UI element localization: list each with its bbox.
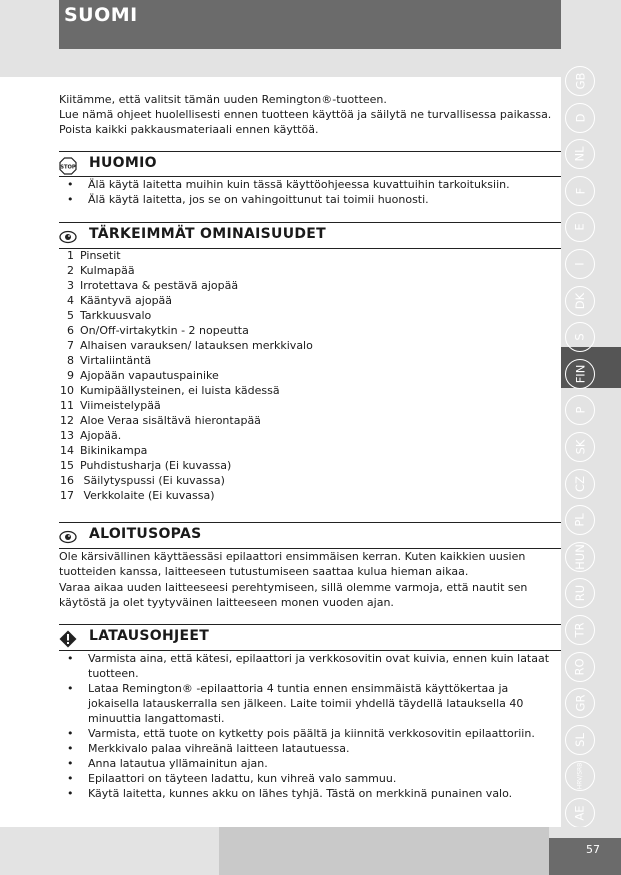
feature-number: 9 — [67, 369, 74, 382]
feature-item — [59, 428, 561, 443]
feature-item — [59, 308, 561, 323]
feature-text: Kääntyvä ajopää — [80, 294, 173, 307]
quickstart-paragraph: Varaa aikaa uuden laitteeseesi perehtymiseen, sillä olemme varmoja, että nautit sen käytöstä ja olet tyytyväinen laitteeseen monen vuoden ajan. — [59, 581, 528, 609]
title-bar — [59, 0, 561, 49]
language-tab-sl[interactable] — [565, 725, 595, 755]
huomio-list — [59, 177, 561, 207]
list-item: • Epilaattori on täyteen ladattu, kun vihreä valo sammuu. — [59, 771, 561, 786]
eye-icon — [59, 528, 77, 546]
language-tab-label: AE — [572, 805, 587, 821]
intro-line: Kiitämme, että valitsit tämän uuden Remington®-tuotteen. — [59, 93, 387, 106]
feature-item — [59, 248, 561, 263]
features-list — [59, 248, 561, 503]
feature-text: Pinsetit — [80, 249, 121, 262]
language-tab-ae[interactable] — [565, 798, 595, 828]
quickstart-paragraph: Ole kärsivällinen käyttäessäsi epilaattori ensimmäisen kerran. Kuten kaikkien uusien tuotteiden kanssa, laitteeseen tutustumiseen saattaa kulua hieman aikaa. — [59, 550, 526, 578]
page-number-box — [549, 838, 621, 875]
language-tab-ro[interactable] — [565, 652, 595, 682]
language-tab-label: FIN — [572, 364, 587, 384]
language-tab-f[interactable] — [565, 176, 595, 206]
feature-text: Tarkkuusvalo — [80, 309, 152, 322]
exclamation-icon — [59, 630, 77, 648]
section-header-features — [59, 222, 561, 249]
language-tab-label: P — [573, 406, 587, 414]
feature-item — [59, 263, 561, 278]
feature-item — [59, 278, 561, 293]
language-tab-label: NL — [572, 146, 587, 162]
section-header-quickstart — [59, 522, 561, 549]
language-tab-i[interactable] — [565, 249, 595, 279]
language-tab-label: RO — [572, 658, 587, 676]
language-tab-label: HRV/SRB — [575, 763, 583, 790]
charging-list — [59, 651, 561, 801]
list-item: • Älä käytä laitetta muihin kuin tässä käyttöohjeessa kuvattuihin tarkoituksiin. — [59, 177, 561, 192]
bottom-dark-band — [219, 827, 549, 875]
language-tab-sk[interactable] — [565, 432, 595, 462]
page-title: SUOMI — [64, 4, 138, 26]
feature-number: 15 — [60, 459, 74, 472]
page-number: 57 — [586, 843, 600, 856]
feature-text: Kulmapää — [80, 264, 135, 277]
section-title: HUOMIO — [89, 155, 157, 171]
feature-item — [59, 353, 561, 368]
language-tab-tr[interactable] — [565, 615, 595, 645]
feature-text: Kumipäällysteinen, ei luista kädessä — [80, 384, 280, 397]
language-tab-label: GR — [573, 694, 587, 712]
list-item: • Varmista, että tuote on kytketty pois päältä ja kiinnitä verkkosovitin epilaattoriin. — [59, 726, 561, 741]
language-tab-label: SL — [573, 732, 587, 747]
language-tab-label: TR — [572, 622, 587, 638]
feature-number: 7 — [67, 339, 74, 352]
list-item: • Anna latautua yllämainitun ajan. — [59, 756, 561, 771]
language-tab-label: PL — [573, 513, 587, 527]
feature-text: Ajopään vapautuspainike — [80, 369, 219, 382]
feature-text: Ajopää. — [80, 429, 122, 442]
intro — [59, 92, 561, 137]
intro-line: Lue nämä ohjeet huolellisesti ennen tuotteen käyttöä ja säilytä ne turvallisessa paikassa. — [59, 108, 552, 121]
language-tab-s[interactable] — [565, 322, 595, 352]
intro-line: Poista kaikki pakkausmateriaali ennen käyttöä. — [59, 123, 319, 136]
list-item: • Lataa Remington® -epilaattoria 4 tuntia ennen ensimmäistä käyttökertaa ja jokaisella latauskerralla sen jälkeen. Laite toimii yhdellä täydellä latauksella 40 minuuttia langattomasti. — [59, 681, 561, 726]
stop-icon-label: STOP — [60, 164, 76, 171]
eye-icon — [59, 228, 77, 246]
feature-item — [59, 398, 561, 413]
feature-text: Verkkolaite (Ei kuvassa) — [80, 489, 215, 502]
language-tab-label: RU — [572, 585, 587, 602]
feature-text: Aloe Veraa sisältävä hierontapää — [80, 414, 261, 427]
feature-number: 13 — [60, 429, 74, 442]
feature-number: 10 — [60, 384, 74, 397]
language-tab-label: SK — [573, 439, 587, 455]
list-item: • Käytä laitetta, kunnes akku on lähes tyhjä. Tästä on merkkinä punainen valo. — [59, 786, 561, 801]
feature-text: Puhdistusharja (Ei kuvassa) — [80, 459, 232, 472]
language-tab-d[interactable] — [565, 103, 595, 133]
language-tab-gb[interactable] — [565, 66, 595, 96]
feature-number: 12 — [60, 414, 74, 427]
language-tab-label: HUN — [572, 543, 587, 570]
feature-text: Bikinikampa — [80, 444, 148, 457]
section-title: LATAUSOHJEET — [89, 628, 210, 644]
language-tab-label: I — [573, 262, 587, 266]
section-title: ALOITUSOPAS — [89, 526, 202, 542]
feature-number: 2 — [67, 264, 74, 277]
language-tab-cz[interactable] — [565, 469, 595, 499]
feature-number: 8 — [67, 354, 74, 367]
feature-item — [59, 383, 561, 398]
feature-item — [59, 488, 561, 503]
feature-text: Alhaisen varauksen/ latauksen merkkivalo — [80, 339, 313, 352]
list-item: • Älä käytä laitetta, jos se on vahingoittunut tai toimii huonosti. — [59, 192, 561, 207]
language-tab-nl[interactable] — [565, 139, 595, 169]
feature-number: 5 — [67, 309, 74, 322]
language-tab-label: D — [572, 113, 587, 123]
language-tab-label: GB — [573, 72, 587, 90]
feature-number: 1 — [67, 249, 74, 262]
language-tab-label: S — [573, 333, 587, 341]
language-tab-hun[interactable] — [565, 542, 595, 572]
feature-item — [59, 338, 561, 353]
list-item: • Varmista aina, että kätesi, epilaattori ja verkkosovitin ovat kuivia, ennen kuin lataat tuotteen. — [59, 651, 561, 681]
language-tab-dk[interactable] — [565, 286, 595, 316]
feature-item — [59, 443, 561, 458]
feature-text: Viimeistelypää — [80, 399, 161, 412]
feature-number: 14 — [60, 444, 74, 457]
language-tab-gr[interactable] — [565, 688, 595, 718]
section-header-charging — [59, 624, 561, 651]
feature-item — [59, 473, 561, 488]
feature-item — [59, 458, 561, 473]
section-header-huomio — [59, 151, 561, 178]
language-tab-label: CZ — [572, 475, 587, 492]
language-tab-label: E — [573, 223, 587, 232]
feature-text: On/Off-virtakytkin - 2 nopeutta — [80, 324, 249, 337]
list-item: • Merkkivalo palaa vihreänä laitteen latautuessa. — [59, 741, 561, 756]
feature-number: 4 — [67, 294, 74, 307]
language-tab-pl[interactable] — [565, 505, 595, 535]
language-tab-fin[interactable] — [565, 359, 595, 389]
feature-text: Irrotettava & pestävä ajopää — [80, 279, 239, 292]
section-title: TÄRKEIMMÄT OMINAISUUDET — [89, 226, 326, 242]
stop-icon — [59, 157, 77, 175]
feature-item — [59, 323, 561, 338]
feature-number: 3 — [67, 279, 74, 292]
feature-text: Virtaliintäntä — [80, 354, 152, 367]
feature-number: 17 — [60, 489, 74, 502]
feature-item — [59, 293, 561, 308]
feature-number: 16 — [60, 474, 74, 487]
language-tab-label: F — [573, 187, 587, 195]
feature-text: Säilytyspussi (Ei kuvassa) — [80, 474, 225, 487]
language-tab-label: DK — [573, 292, 587, 309]
feature-number: 6 — [67, 324, 74, 337]
feature-item — [59, 413, 561, 428]
feature-number: 11 — [60, 399, 74, 412]
feature-item — [59, 368, 561, 383]
